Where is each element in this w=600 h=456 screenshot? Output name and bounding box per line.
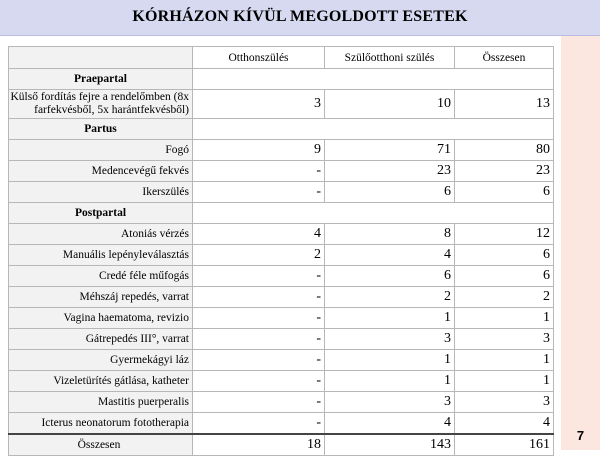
row-value: - [193,266,325,287]
section-row [9,203,554,224]
section-blank [193,119,554,140]
row-value: - [193,329,325,350]
section-blank [193,203,554,224]
row-value: 80 [455,140,554,161]
row-label: Ikerszülés [9,182,193,203]
total-value: 18 [193,434,325,456]
table-row [9,371,554,392]
row-label: Medencevégű fekvés [9,161,193,182]
table-row [9,287,554,308]
row-value: 1 [455,350,554,371]
section-header: Postpartal [9,203,193,224]
row-label: Icterus neonatorum fototherapia [9,413,193,435]
row-label: Méhszáj repedés, varrat [9,287,193,308]
header-corner [9,47,193,69]
column-header: Otthonszülés [193,47,325,69]
row-value: 6 [455,245,554,266]
row-value: 1 [325,350,455,371]
row-label: Fogó [9,140,193,161]
row-value: 4 [455,413,554,435]
page-title: KÓRHÁZON KÍVÜL MEGOLDOTT ESETEK [132,8,468,25]
total-value: 143 [325,434,455,456]
row-value: 3 [193,90,325,119]
row-label: Külső fordítás fejre a rendelőmben (8x farfekvésből, 5x harántfekvésből) [9,90,193,119]
row-label: Gyermekágyi láz [9,350,193,371]
table-row [9,182,554,203]
row-value: 23 [455,161,554,182]
row-value: 1 [325,371,455,392]
page-number: 7 [576,428,585,443]
row-value: 8 [325,224,455,245]
row-value: 1 [455,308,554,329]
row-value: 4 [325,413,455,435]
row-value: 4 [325,245,455,266]
row-value: 3 [325,392,455,413]
row-value: 6 [455,182,554,203]
row-value: - [193,413,325,435]
row-value: 2 [193,245,325,266]
section-row [9,119,554,140]
table-row [9,266,554,287]
table-row [9,140,554,161]
row-value: 6 [325,266,455,287]
table-row [9,224,554,245]
row-value: 9 [193,140,325,161]
row-value: - [193,392,325,413]
row-value: 71 [325,140,455,161]
section-row [9,69,554,90]
table-row [9,413,554,435]
column-header: Összesen [455,47,554,69]
table-row [9,161,554,182]
table-row [9,329,554,350]
row-label: Gátrepedés III°, varrat [9,329,193,350]
table-row [9,350,554,371]
row-value: 13 [455,90,554,119]
row-value: 6 [325,182,455,203]
total-value: 161 [455,434,554,456]
row-value: 2 [325,287,455,308]
row-value: - [193,371,325,392]
row-label: Mastitis puerperalis [9,392,193,413]
section-blank [193,69,554,90]
section-header: Praepartal [9,69,193,90]
table-row [9,392,554,413]
row-value: - [193,308,325,329]
row-value: 3 [325,329,455,350]
total-label: Összesen [9,434,193,456]
row-value: 1 [455,371,554,392]
row-value: - [193,161,325,182]
row-label: Vagina haematoma, revizio [9,308,193,329]
row-value: 3 [455,329,554,350]
section-header: Partus [9,119,193,140]
row-value: - [193,350,325,371]
row-value: 10 [325,90,455,119]
row-value: 4 [193,224,325,245]
table-row [9,90,554,119]
row-value: 6 [455,266,554,287]
header-row [9,47,554,69]
row-label: Vizeletürítés gátlása, katheter [9,371,193,392]
cases-table [8,46,554,456]
row-value: 3 [455,392,554,413]
row-value: - [193,182,325,203]
row-label: Manuális lepényleválasztás [9,245,193,266]
row-value: 23 [325,161,455,182]
side-panel [561,36,600,450]
title-bar [0,0,600,36]
row-value: 1 [325,308,455,329]
row-value: 2 [455,287,554,308]
row-value: 12 [455,224,554,245]
table-row [9,308,554,329]
row-label: Atoniás vérzés [9,224,193,245]
table-row [9,245,554,266]
row-value: - [193,287,325,308]
column-header: Szülőotthoni szülés [325,47,455,69]
total-row [9,434,554,456]
row-label: Credé féle műfogás [9,266,193,287]
